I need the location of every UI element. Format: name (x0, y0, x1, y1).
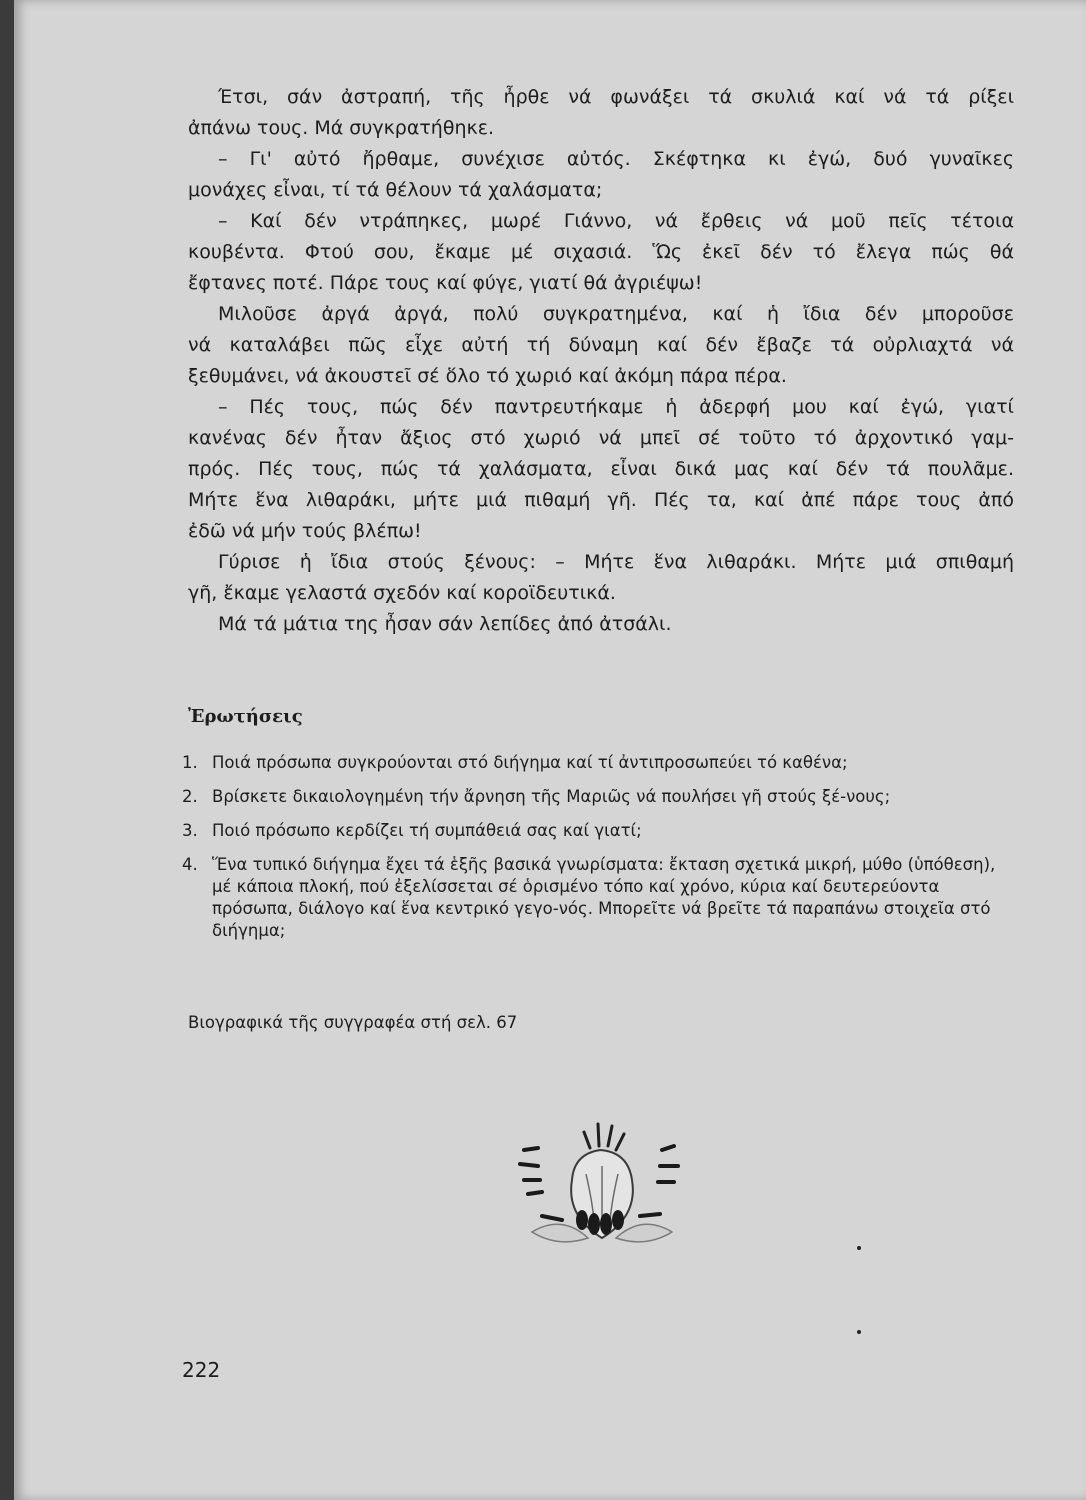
question-item (182, 752, 1012, 774)
question-number: 3. (182, 821, 198, 840)
paragraph-3 (188, 206, 1014, 299)
paragraph-6 (188, 547, 1014, 609)
story-text (188, 82, 1014, 640)
questions-heading: Ἐρωτήσεις (188, 706, 303, 727)
text-line: Γύρισε ἡ ἴδια στούς ξένους: – Μήτε ἕνα λιθαράκι. Μήτε μιά σπιθαμή (218, 551, 1014, 573)
text-line: ἀπάνω τους. Μά συγκρατήθηκε. (188, 117, 495, 139)
bio-reference: Βιογραφικά τῆς συγγραφέα στή σελ. 67 (188, 1013, 518, 1032)
paragraph-4 (188, 299, 1014, 392)
text-line: πρός. Πές τους, πώς τά χαλάσματα, εἶναι δικά μας καί δέν τά πουλᾶμε. (188, 458, 1014, 480)
page-number: 222 (182, 1358, 221, 1382)
question-number: 2. (182, 787, 198, 806)
question-item (182, 854, 1012, 942)
text-line: – Καί δέν ντράπηκες, μωρέ Γιάννο, νά ἔρθεις νά μοῦ πεῖς τέτοια (218, 210, 1014, 232)
text-line: Μήτε ἕνα λιθαράκι, μήτε μιά πιθαμή γῆ. Πές τα, καί ἀπέ πάρε τους ἀπό (188, 489, 1014, 511)
question-number: 1. (182, 753, 198, 772)
text-line: – Πές τους, πώς δέν παντρευτήκαμε ἡ ἀδερφή μου καί ἐγώ, γιατί (218, 396, 1014, 418)
text-line: ἐδῶ νά μήν τούς βλέπω! (188, 520, 422, 542)
text-line: ξεθυμάνει, νά ἀκουστεῖ σέ ὅλο τό χωριό καί ἀκόμη πάρα πέρα. (188, 365, 787, 387)
text-line: ἔφτανες ποτέ. Πάρε τους καί φύγε, γιατί θά ἀγριέψω! (188, 272, 703, 294)
text-line: μονάχες εἶναι, τί τά θέλουν τά χαλάσματα; (188, 179, 603, 201)
question-item (182, 820, 1012, 842)
question-text: Βρίσκετε δικαιολογημένη τήν ἄρνηση τῆς Μαριῶς νά πουλήσει γῆ στούς ξέ-νους; (212, 787, 891, 806)
speck (857, 1246, 861, 1250)
question-text: Ποιό πρόσωπο κερδίζει τή συμπάθειά σας καί γιατί; (212, 821, 642, 840)
text-line: Μιλοῦσε ἀργά ἀργά, πολύ συγκρατημένα, καί ἡ ἴδια δέν μποροῦσε (218, 303, 1014, 325)
question-item (182, 786, 1012, 808)
paragraph-2 (188, 144, 1014, 206)
pomegranate-ornament-icon (502, 1120, 702, 1265)
book-page (14, 0, 1086, 1500)
paragraph-5 (188, 392, 1014, 547)
question-text: Ἕνα τυπικό διήγημα ἔχει τά ἑξῆς βασικά γνωρίσματα: ἔκταση σχετικά μικρή, μύθο (ὑπόθεση), μέ κάποια πλοκή, πού ἐξελίσσεται σέ ὁρισμένο τόπο καί χρόνο, κύρια καί δευτερεύοντα πρόσωπα, διάλογο καί ἕνα κεντρικό γεγο-νός. Μπορεῖτε νά βρεῖτε τά παραπάνω στοιχεῖα στό διήγημα; (212, 855, 996, 940)
text-line: Έτσι, σάν ἀστραπή, τῆς ἦρθε νά φωνάξει τά σκυλιά καί νά τά ρίξει (218, 86, 1014, 108)
speck (857, 1330, 861, 1334)
text-line: νά καταλάβει πῶς εἶχε αὐτή τή δύναμη καί δέν ἔβαζε τά οὐρλιαχτά νά (188, 334, 1014, 356)
question-number: 4. (182, 855, 198, 874)
paragraph-1 (188, 82, 1014, 144)
text-line: κανένας δέν ἦταν ἄξιος στό χωριό νά μπεῖ σέ τοῦτο τό ἀρχοντικό γαμ- (188, 427, 1014, 449)
text-line: Μά τά μάτια της ἦσαν σάν λεπίδες ἀπό ἀτσάλι. (218, 613, 672, 635)
paragraph-7 (188, 609, 1014, 640)
questions-list (182, 752, 1012, 954)
text-line: – Γι' αὐτό ἤρθαμε, συνέχισε αὐτός. Σκέφτηκα κι ἐγώ, δυό γυναῖκες (218, 148, 1014, 170)
text-line: κουβέντα. Φτού σου, ἔκαμε μέ σιχασιά. Ὥς ἐκεῖ δέν τό ἔλεγα πώς θά (188, 241, 1014, 263)
text-line: γῆ, ἔκαμε γελαστά σχεδόν καί κοροϊδευτικά. (188, 582, 616, 604)
question-text: Ποιά πρόσωπα συγκρούονται στό διήγημα καί τί ἀντιπροσωπεύει τό καθένα; (212, 753, 848, 772)
